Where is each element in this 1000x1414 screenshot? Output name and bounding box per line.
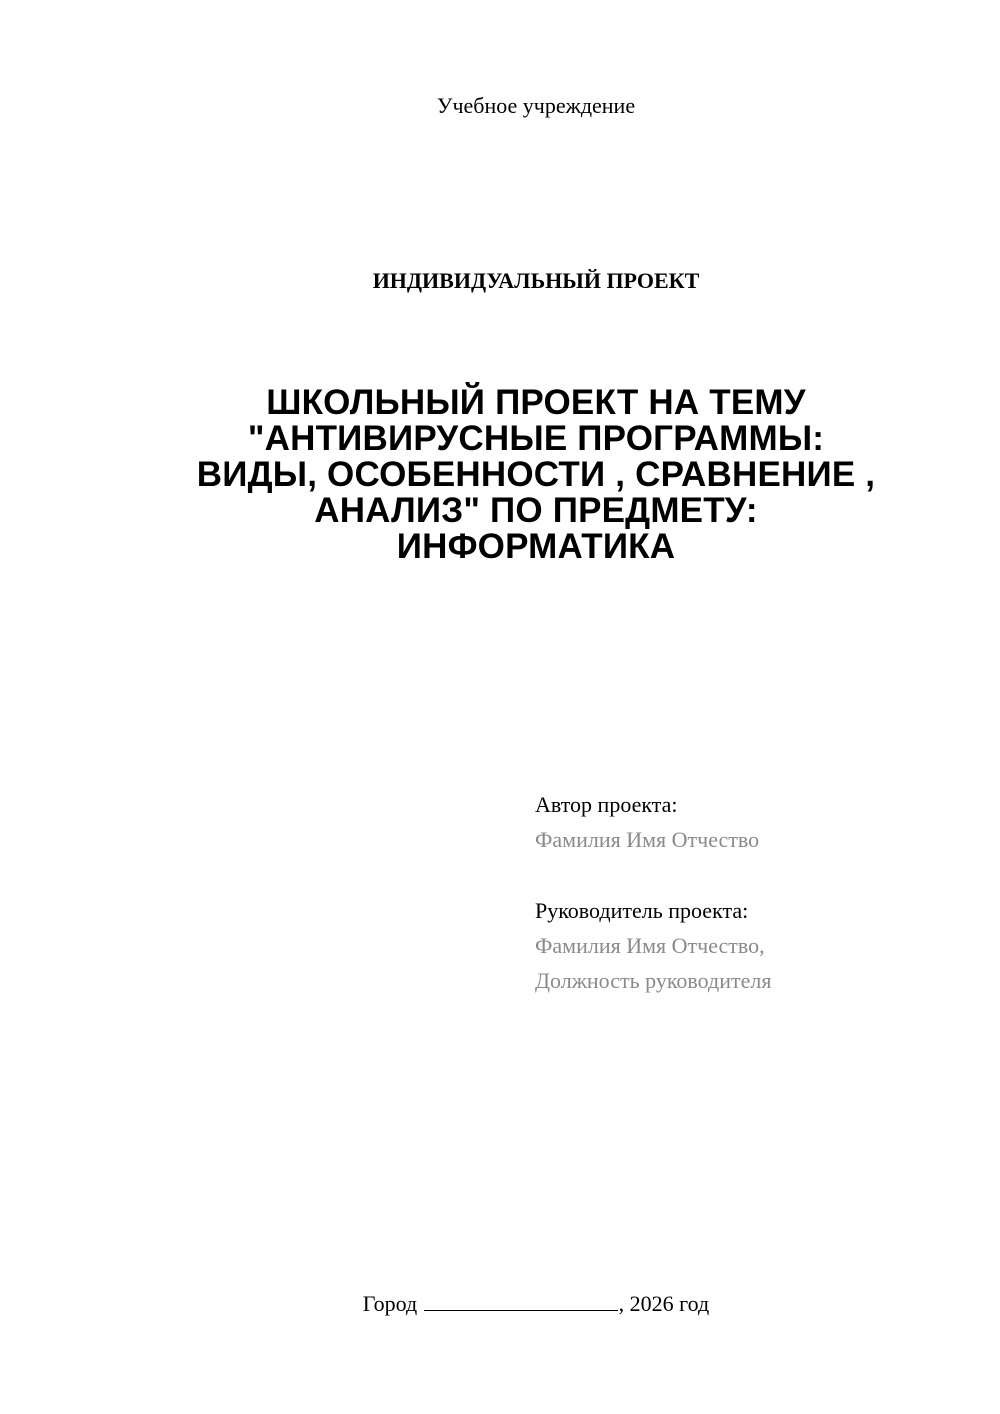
title-line-5: ИНФОРМАТИКА: [396, 527, 676, 566]
year-text: , 2026 год: [618, 1291, 710, 1316]
author-name: Фамилия Имя Отчество: [535, 827, 760, 852]
title-line-4: АНАЛИЗ" ПО ПРЕДМЕТУ:: [314, 491, 758, 530]
supervisor-name: Фамилия Имя Отчество,: [535, 933, 765, 958]
title-line-1: ШКОЛЬНЫЙ ПРОЕКТ НА ТЕМУ: [266, 383, 806, 422]
project-type-heading: ИНДИВИДУАЛЬНЫЙ ПРОЕКТ: [372, 268, 700, 293]
author-label: Автор проекта:: [535, 792, 678, 817]
author-block: [535, 787, 759, 857]
footer-city-year: [0, 1290, 1000, 1318]
institution-name: Учебное учреждение: [436, 93, 636, 118]
supervisor-label: Руководитель проекта:: [535, 898, 749, 923]
project-title: [150, 385, 922, 565]
supervisor-position: Должность руководителя: [535, 968, 772, 993]
city-label: Город: [362, 1291, 418, 1316]
city-blank-line: [424, 1290, 618, 1311]
title-line-2: "АНТИВИРУСНЫЕ ПРОГРАММЫ:: [247, 419, 825, 458]
title-line-3: ВИДЫ, ОСОБЕННОСТИ , СРАВНЕНИЕ ,: [196, 455, 876, 494]
supervisor-block: [535, 893, 771, 998]
